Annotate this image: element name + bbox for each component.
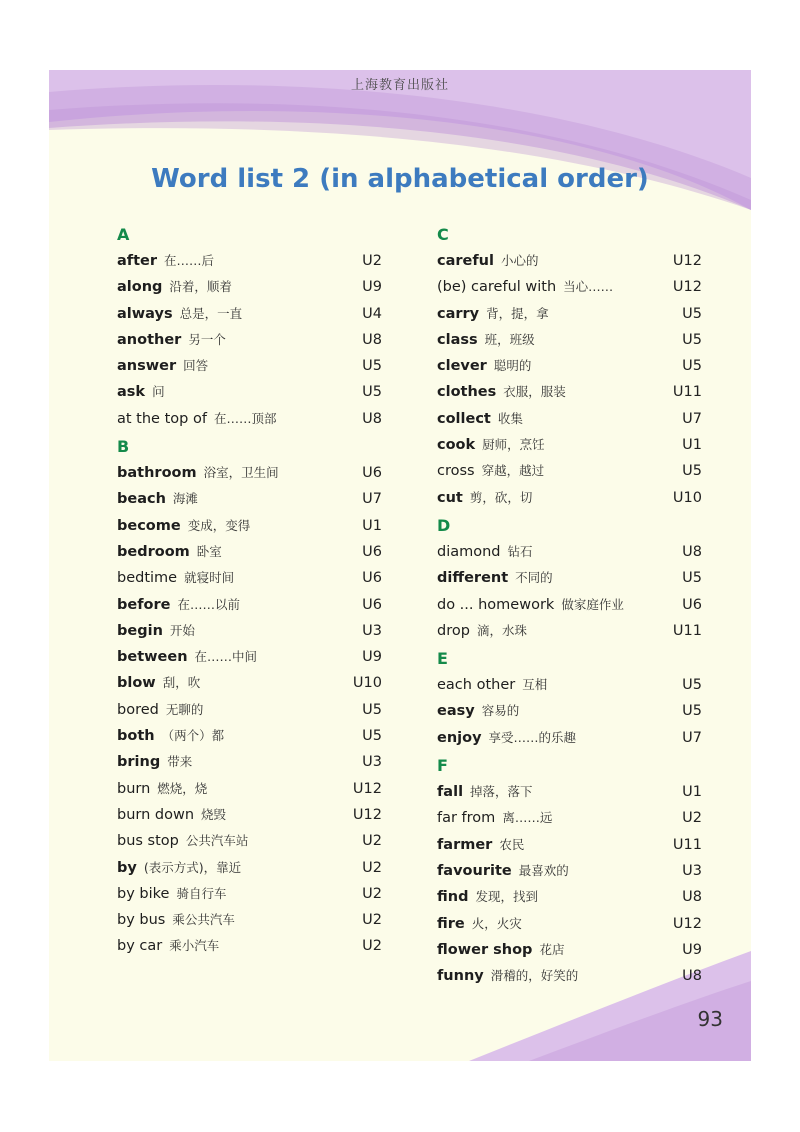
entry-word: cut (437, 489, 463, 506)
word-entry (437, 539, 702, 565)
entry-unit: U7 (682, 410, 702, 427)
entry-meaning: 燃烧，烧 (157, 780, 208, 796)
entry-unit: U1 (362, 517, 382, 534)
entry-unit: U5 (682, 570, 702, 587)
word-entry (117, 855, 382, 881)
entry-unit: U5 (682, 677, 702, 694)
word-entry (437, 805, 702, 831)
entry-meaning: 做家庭作业 (561, 596, 624, 612)
entry-meaning: 容易的 (481, 703, 520, 719)
entry-meaning: 总是，一直 (179, 305, 243, 321)
entry-unit: U2 (682, 810, 702, 827)
page-title: Word list 2 (in alphabetical order) (151, 164, 649, 194)
entry-word: enjoy (437, 729, 482, 746)
entry-unit: U3 (682, 862, 702, 879)
entry-meaning: 在……后 (164, 253, 215, 268)
word-entry (437, 406, 702, 432)
entry-meaning: 互相 (522, 677, 548, 693)
entry-word: ask (117, 384, 146, 401)
entry-unit: U5 (682, 463, 702, 480)
entry-meaning: 聪明的 (493, 358, 532, 374)
entry-meaning: 钻石 (507, 543, 533, 559)
entry-meaning: 海滩 (172, 491, 198, 507)
entry-meaning: 发现，找到 (475, 889, 538, 905)
section-letter: B (117, 437, 130, 457)
word-entry (117, 486, 382, 512)
entry-unit: U5 (682, 305, 702, 322)
entry-meaning: 带来 (167, 754, 193, 770)
entry-word: find (437, 889, 469, 906)
entry-meaning: 不同的 (515, 570, 553, 586)
entry-word: along (117, 279, 163, 296)
entry-unit: U11 (672, 384, 702, 401)
word-entry (437, 937, 702, 963)
entry-unit: U5 (362, 728, 382, 745)
page-number: 93 (697, 1007, 723, 1031)
entry-word: drop (437, 622, 470, 639)
entry-word: at the top of (117, 410, 207, 427)
entry-word: fire (437, 915, 465, 932)
entry-unit: U6 (362, 570, 382, 587)
word-entry (437, 458, 702, 484)
entry-word: class (437, 331, 478, 348)
entry-unit: U8 (362, 410, 382, 427)
entry-meaning: 当心…… (563, 279, 614, 295)
entry-unit: U2 (362, 885, 382, 902)
entry-meaning: （两个）都 (161, 728, 225, 744)
entry-meaning: 烧毁 (201, 806, 227, 822)
entry-unit: U2 (362, 912, 382, 929)
entry-meaning: 享受……的乐趣 (488, 729, 577, 745)
entry-unit: U5 (362, 701, 382, 718)
word-entry (437, 884, 702, 910)
entry-meaning: 厨师，烹饪 (482, 437, 545, 453)
entry-word: different (437, 570, 509, 587)
entry-unit: U12 (672, 279, 702, 296)
entry-meaning: 滴，水珠 (476, 622, 527, 638)
entry-meaning: 在……顶部 (213, 410, 277, 426)
entry-word: become (117, 517, 181, 534)
entry-meaning: (表示方式)，靠近 (143, 859, 242, 875)
entry-meaning: 卧室 (196, 543, 222, 559)
entry-meaning: 开始 (169, 622, 195, 638)
word-entry (117, 592, 382, 618)
entry-unit: U3 (362, 622, 382, 639)
entry-meaning: 刮，吹 (162, 675, 201, 691)
entry-meaning: 问 (152, 384, 165, 400)
entry-meaning: 公共汽车站 (185, 833, 249, 849)
entry-unit: U10 (672, 489, 702, 506)
entry-word: blow (117, 675, 156, 692)
word-entry (437, 353, 702, 379)
entry-word: careful (437, 253, 494, 269)
word-entry (117, 353, 382, 379)
entry-meaning: 在……以前 (177, 596, 240, 612)
entry-word: between (117, 649, 188, 666)
entry-word: before (117, 596, 171, 613)
entry-meaning: 最喜欢的 (518, 862, 569, 878)
entry-meaning: 乘公共汽车 (172, 912, 235, 928)
entry-unit: U11 (672, 836, 702, 853)
word-entry (437, 379, 702, 405)
word-entry (117, 406, 382, 432)
word-entry (117, 274, 382, 300)
section-letter: F (437, 756, 448, 776)
entry-word: each other (437, 677, 516, 694)
word-entry (437, 301, 702, 327)
entry-unit: U6 (362, 465, 382, 482)
section-letter: D (437, 515, 451, 535)
word-entry (117, 881, 382, 907)
word-entry (117, 379, 382, 405)
entry-unit: U9 (362, 649, 382, 666)
word-entry (437, 832, 702, 858)
word-entry (437, 858, 702, 884)
entry-meaning: 就寝时间 (184, 570, 235, 586)
entry-word: bedtime (117, 570, 178, 587)
entry-unit: U12 (352, 806, 382, 823)
entry-meaning: 收集 (497, 410, 523, 426)
entry-meaning: 班，班级 (484, 331, 535, 347)
entry-meaning: 农民 (499, 836, 525, 852)
entry-word: cross (437, 463, 475, 480)
entry-meaning: 乘小汽车 (169, 938, 220, 954)
section-letter: E (437, 649, 448, 669)
entry-meaning: 在……中间 (194, 649, 258, 665)
word-entry (117, 644, 382, 670)
entry-word: do ... homework (437, 596, 555, 613)
entry-meaning: 沿着，顺着 (169, 279, 232, 295)
word-entry (437, 618, 702, 644)
entry-unit: U4 (362, 305, 382, 322)
word-entry (437, 698, 702, 724)
section-letter: A (117, 225, 130, 244)
publisher-name: 上海教育出版社 (350, 78, 449, 93)
entry-word: flower shop (437, 941, 533, 958)
entry-word: bus stop (117, 833, 179, 850)
entry-word: carry (437, 305, 480, 322)
word-entry (117, 327, 382, 353)
entry-word: fall (437, 784, 464, 801)
word-entry (117, 802, 382, 828)
word-entry (437, 963, 702, 989)
entry-unit: U9 (682, 941, 702, 958)
entry-word: after (117, 253, 158, 269)
entry-unit: U8 (682, 543, 702, 560)
entry-unit: U2 (362, 938, 382, 955)
entry-unit: U1 (682, 437, 702, 454)
entry-word: beach (117, 491, 166, 508)
word-entry (117, 776, 382, 802)
entry-word: by bike (117, 885, 170, 902)
entry-meaning: 穿越，越过 (481, 463, 545, 479)
word-entry (117, 248, 382, 274)
entry-meaning: 离……远 (502, 810, 553, 826)
entry-meaning: 花店 (539, 941, 565, 957)
word-entry (117, 301, 382, 327)
entry-unit: U5 (362, 358, 382, 375)
entry-word: (be) careful with (437, 279, 557, 296)
word-entry (117, 933, 382, 959)
entry-word: burn (117, 780, 151, 797)
entry-meaning: 掉落，落下 (470, 784, 533, 800)
entry-unit: U10 (352, 675, 382, 692)
entry-word: by (117, 859, 137, 876)
word-entry (117, 539, 382, 565)
entry-word: easy (437, 703, 475, 720)
word-entry (437, 432, 702, 458)
word-entry (437, 725, 702, 751)
entry-meaning: 剪，砍，切 (469, 489, 533, 505)
word-entry (117, 513, 382, 539)
entry-word: farmer (437, 836, 493, 853)
entry-unit: U12 (672, 915, 702, 932)
entry-unit: U5 (682, 358, 702, 375)
entry-unit: U2 (362, 833, 382, 850)
word-entry (437, 911, 702, 937)
entry-meaning: 滑稽的，好笑的 (490, 968, 579, 984)
section-letter: C (437, 225, 449, 244)
entry-unit: U3 (362, 754, 382, 771)
word-list-right-column (437, 220, 702, 989)
entry-meaning: 浴室，卫生间 (203, 465, 279, 481)
entry-unit: U2 (362, 859, 382, 876)
entry-word: cook (437, 437, 476, 454)
entry-unit: U7 (362, 491, 382, 508)
entry-unit: U2 (362, 253, 382, 269)
entry-unit: U5 (682, 331, 702, 348)
entry-word: funny (437, 968, 484, 985)
entry-meaning: 无聊的 (165, 701, 204, 717)
word-entry (437, 248, 702, 274)
word-list-left-column (117, 220, 382, 960)
entry-word: bored (117, 701, 159, 718)
word-entry (437, 779, 702, 805)
entry-meaning: 小心的 (500, 253, 539, 268)
entry-unit: U11 (672, 622, 702, 639)
entry-unit: U5 (682, 703, 702, 720)
entry-word: diamond (437, 543, 501, 560)
entry-meaning: 衣服，服装 (503, 384, 566, 400)
entry-word: burn down (117, 806, 195, 823)
entry-word: clever (437, 358, 487, 375)
entry-unit: U1 (682, 784, 702, 801)
entry-word: begin (117, 622, 163, 639)
entry-unit: U8 (362, 331, 382, 348)
entry-word: far from (437, 810, 496, 827)
word-entry (117, 618, 382, 644)
word-entry (117, 749, 382, 775)
word-entry (117, 697, 382, 723)
entry-unit: U7 (682, 729, 702, 746)
entry-meaning: 背，提，拿 (486, 305, 549, 321)
entry-word: collect (437, 410, 491, 427)
entry-word: by bus (117, 912, 166, 929)
entry-unit: U6 (362, 543, 382, 560)
word-entry (437, 274, 702, 300)
entry-unit: U12 (352, 780, 382, 797)
entry-word: both (117, 728, 155, 745)
entry-word: clothes (437, 384, 497, 401)
entry-word: by car (117, 938, 163, 955)
entry-meaning: 火，火灾 (471, 915, 522, 931)
entry-word: another (117, 331, 182, 348)
entry-word: always (117, 305, 173, 322)
entry-unit: U5 (362, 384, 382, 401)
word-entry (437, 327, 702, 353)
word-entry (117, 723, 382, 749)
word-entry (437, 592, 702, 618)
entry-meaning: 回答 (183, 358, 209, 374)
word-entry (437, 485, 702, 511)
entry-meaning: 变成，变得 (187, 517, 251, 533)
entry-unit: U12 (672, 253, 702, 269)
textbook-page (49, 70, 751, 1061)
entry-meaning: 骑自行车 (176, 885, 227, 901)
word-entry (437, 672, 702, 698)
entry-word: bathroom (117, 465, 197, 482)
word-entry (117, 907, 382, 933)
entry-unit: U8 (682, 889, 702, 906)
entry-meaning: 另一个 (188, 331, 226, 347)
entry-unit: U8 (682, 968, 702, 985)
word-entry (117, 460, 382, 486)
entry-unit: U6 (682, 596, 702, 613)
entry-word: bring (117, 754, 161, 771)
entry-word: bedroom (117, 543, 190, 560)
entry-unit: U6 (362, 596, 382, 613)
entry-unit: U9 (362, 279, 382, 296)
entry-word: answer (117, 358, 177, 375)
word-entry (117, 670, 382, 696)
entry-word: favourite (437, 862, 512, 879)
word-entry (117, 828, 382, 854)
word-entry (437, 565, 702, 591)
word-entry (117, 565, 382, 591)
